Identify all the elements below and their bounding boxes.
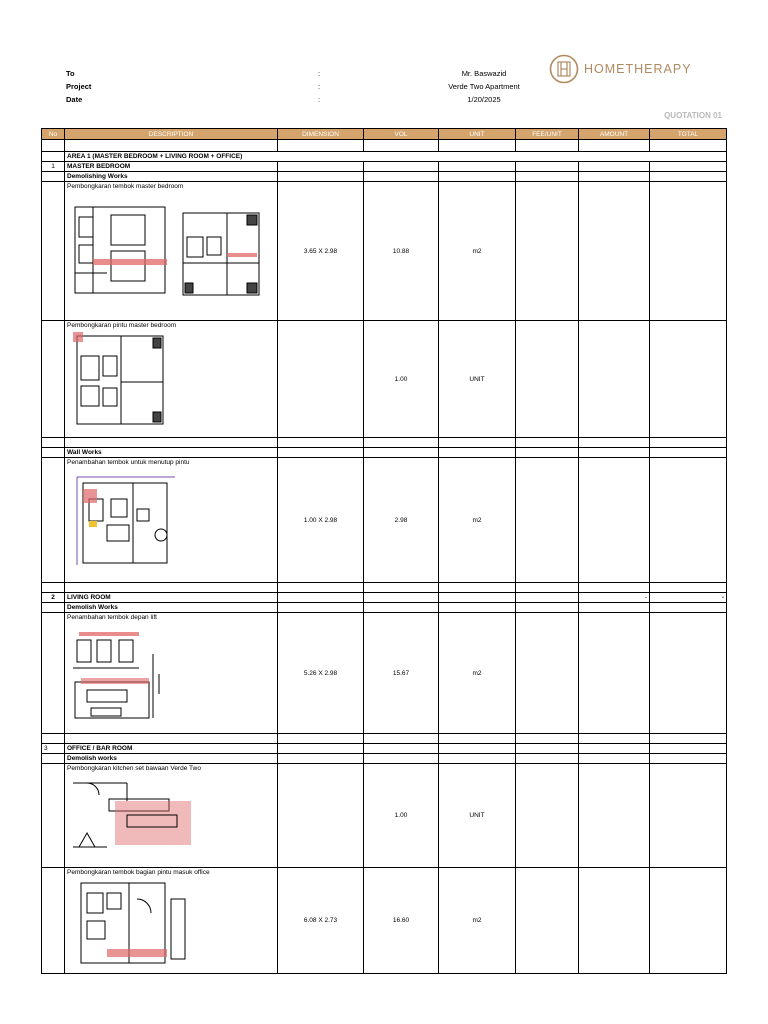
item-unit: UNIT <box>439 321 516 438</box>
col-total: TOTAL <box>650 129 727 140</box>
col-fee-unit: FEE/UNIT <box>516 129 579 140</box>
floor-plan-image <box>67 775 197 861</box>
area-title-row <box>42 152 727 162</box>
item-vol: 10.88 <box>364 182 439 321</box>
item-unit: m2 <box>439 458 516 583</box>
item-vol: 16.60 <box>364 868 439 974</box>
floor-plan-image <box>67 469 177 569</box>
to-value: Mr. Baswazid <box>461 69 507 78</box>
section-no: 3 <box>42 744 65 754</box>
col-amount: AMOUNT <box>579 129 650 140</box>
col-vol: VOL <box>364 129 439 140</box>
item-description: Pembongkaran kitchen set bawaan Verde Two <box>67 765 201 772</box>
item-dimension <box>278 321 364 438</box>
brand-logo-icon <box>549 54 579 84</box>
date-label: Date <box>66 95 83 104</box>
section-no: 2 <box>42 593 65 603</box>
section-title: LIVING ROOM <box>65 593 278 603</box>
to-colon: : <box>318 69 321 78</box>
subhead-demolishing: Demolishing Works <box>65 172 278 182</box>
item-dimension: 3.65 X 2.98 <box>278 182 364 321</box>
item-description: Pembongkaran tembok master bedroom <box>67 183 184 190</box>
to-label: To <box>66 69 75 78</box>
quotation-table <box>41 128 727 974</box>
subhead-wall: Wall Works <box>65 448 278 458</box>
date-value: 1/20/2025 <box>467 95 501 104</box>
item-vol: 15.67 <box>364 613 439 734</box>
table-row <box>42 182 727 321</box>
floor-plan-image <box>67 879 197 969</box>
item-description: Penambahan tembok untuk menutup pintu <box>67 459 190 466</box>
subhead-demolish-lower: Demolish works <box>65 754 278 764</box>
project-label: Project <box>66 82 92 91</box>
item-description: Penambahan tembok depan lift <box>67 614 157 621</box>
item-dimension: 6.08 X 2.73 <box>278 868 364 974</box>
item-vol: 1.00 <box>364 321 439 438</box>
section-row-office <box>42 744 727 754</box>
col-no: No <box>42 129 65 140</box>
section-title: MASTER BEDROOM <box>65 162 278 172</box>
table-row <box>42 868 727 974</box>
brand-name: HOMETHERAPY <box>584 62 692 76</box>
subhead-demolish: Demolish Works <box>65 603 278 613</box>
section-row-living <box>42 593 727 603</box>
item-dimension: 5.26 X 2.98 <box>278 613 364 734</box>
item-vol: 2.98 <box>364 458 439 583</box>
col-dimension: DIMENSION <box>278 129 364 140</box>
item-description: Pembongkaran tembok bagian pintu masuk office <box>67 869 210 876</box>
section-total: - <box>650 593 727 603</box>
floor-plan-image <box>67 193 267 303</box>
subhead-row <box>42 754 727 764</box>
table-row <box>42 613 727 734</box>
item-description: Pembongkaran pintu master bedroom <box>67 322 177 329</box>
table-row <box>42 764 727 868</box>
date-colon: : <box>318 95 321 104</box>
item-dimension: 1.00 X 2.98 <box>278 458 364 583</box>
quotation-label: QUOTATION 01 <box>664 111 722 120</box>
item-dimension <box>278 764 364 868</box>
item-unit: UNIT <box>439 764 516 868</box>
item-unit: m2 <box>439 613 516 734</box>
col-unit: UNIT <box>439 129 516 140</box>
section-title: OFFICE / BAR ROOM <box>65 744 278 754</box>
table-row <box>42 321 727 438</box>
area-title: AREA 1 (MASTER BEDROOM + LIVING ROOM + OFFICE) <box>65 152 727 162</box>
item-vol: 1.00 <box>364 764 439 868</box>
section-row-master <box>42 162 727 172</box>
subhead-row <box>42 172 727 182</box>
subhead-row <box>42 603 727 613</box>
floor-plan-image <box>67 624 167 724</box>
table-row-blank <box>42 140 727 152</box>
project-colon: : <box>318 82 321 91</box>
floor-plan-image <box>67 332 167 428</box>
section-amount: - <box>579 593 650 603</box>
section-no: 1 <box>42 162 65 172</box>
item-unit: m2 <box>439 182 516 321</box>
project-value: Verde Two Apartment <box>448 82 520 91</box>
table-row <box>42 458 727 583</box>
item-unit: m2 <box>439 868 516 974</box>
col-description: DESCRIPTION <box>65 129 278 140</box>
table-row-blank <box>42 583 727 593</box>
table-row-blank <box>42 734 727 744</box>
table-header-row <box>42 129 727 140</box>
subhead-row <box>42 448 727 458</box>
table-row-blank <box>42 438 727 448</box>
brand-logo <box>549 54 692 84</box>
